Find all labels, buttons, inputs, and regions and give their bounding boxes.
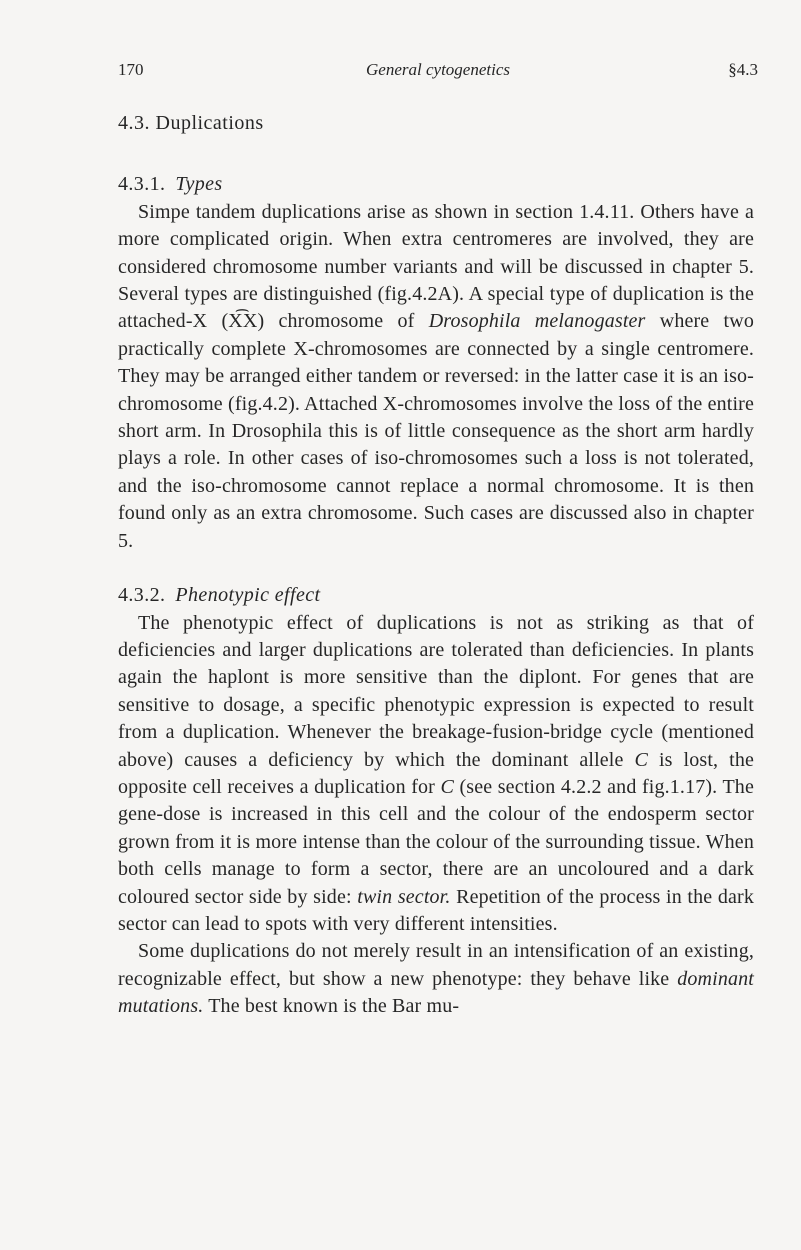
allele-symbol: C xyxy=(634,748,648,771)
text-run: The best known is the Bar mu- xyxy=(203,995,460,1018)
text-run: Simpe tandem duplications arise as shown in section 1.4.11. Others have a more complicated origin. When extra centromeres are involved, they are considered chromosome number variants and will be discussed in chapter 5. Several types are distinguished (fig.4.2A). A special type of duplication is the attached-X (X͡X) chromosome of xyxy=(118,200,754,333)
text-run: (see section 4.2.2 and fig.1.17). The gene-dose is increased in this cell and the colour of the endosperm sector grown from it is more intense than the colour of the surrounding tissue. When both cells manage to form a sector, there are an uncoloured and a dark coloured sector side by side: xyxy=(118,775,754,908)
text-run: Some duplications do not merely result in an intensification of an existing, recognizable effect, but show a new phenotype: they behave like xyxy=(118,940,754,990)
running-header xyxy=(118,60,758,88)
subsection-number: 4.3.2. xyxy=(118,584,166,607)
running-title: General cytogenetics xyxy=(366,60,510,79)
paragraph-phenotypic-effect xyxy=(118,610,754,939)
page-number: 170 xyxy=(118,60,144,79)
subsection-title: Types xyxy=(175,173,223,196)
text-run: is lost, the opposite cell receives a duplication for xyxy=(118,748,755,798)
text-run: where two practically complete X-chromosomes are connected by a single centromere. They may be arranged either tandem or reversed: in the latter case it is an iso-chromosome (fig.4.2). Attached X-chromosomes involve the loss of the entire short arm. In Drosophila this is of little consequence as the short arm hardly plays a role. In other cases of iso-chromosomes such a loss is not tolerated, and the iso-chromosome cannot replace a normal chromosome. It is then found only as an extra chromosome. Such cases are discussed also in chapter 5. xyxy=(118,310,755,552)
spacer xyxy=(118,555,754,582)
paragraph-types xyxy=(118,199,754,555)
page-body xyxy=(118,110,754,1021)
text-run: The phenotypic effect of duplications is not as striking as that of deficiencies and larger duplications are tolerated than deficiencies. In plants again the haplont is more sensitive than the diplont. For genes that are sensitive to dosage, a specific phenotypic expression is expected to result from a duplication. Whenever the breakage-fusion-bridge cycle (mentioned above) causes a deficiency by which the dominant allele xyxy=(118,611,754,771)
subsection-title: Phenotypic effect xyxy=(175,584,321,607)
paragraph-dominant-mutations xyxy=(118,938,754,1020)
text-run: Repetition of the process in the dark sector can lead to spots with very different intensities. xyxy=(118,885,755,935)
section-reference: §4.3 xyxy=(728,60,758,79)
subsection-number: 4.3.1. xyxy=(118,173,166,196)
term-twin-sector: twin sector. xyxy=(357,885,451,908)
allele-symbol: C xyxy=(440,775,454,798)
section-heading: 4.3. Duplications xyxy=(118,112,264,134)
term-dominant-mutations: dominant mutations. xyxy=(118,967,754,1018)
subsection-heading-types xyxy=(118,171,754,198)
subsection-heading-phenotypic-effect xyxy=(118,582,754,609)
organism-name: Drosophila melanogaster xyxy=(428,310,646,333)
